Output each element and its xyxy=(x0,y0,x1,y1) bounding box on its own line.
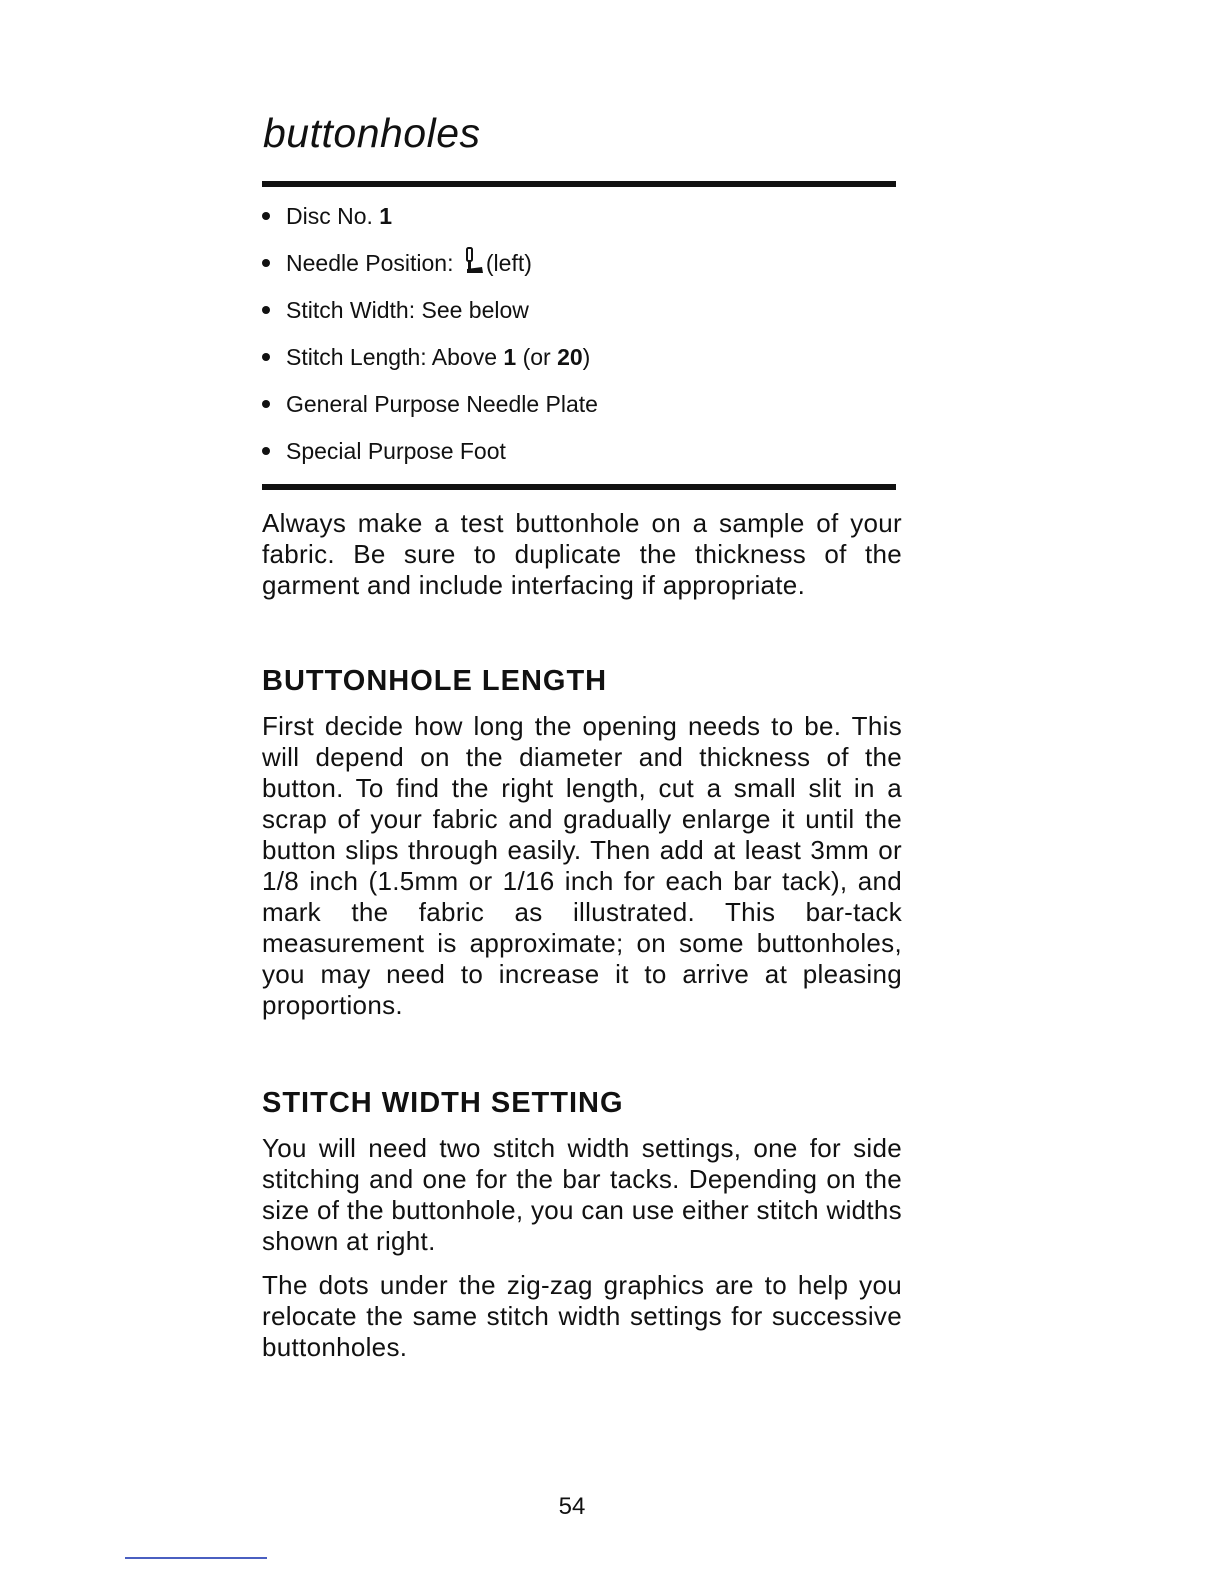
spec-needle-position-label: Needle Position: xyxy=(286,250,460,276)
spec-disc xyxy=(262,200,598,247)
top-divider xyxy=(262,181,896,187)
page-title: buttonholes xyxy=(263,110,481,156)
needle-left-position-icon xyxy=(464,247,484,275)
intro-paragraph: Always make a test buttonhole on a sample of your fabric. Be sure to duplicate the thickness of the garment and include interfacing if appropriate. xyxy=(262,508,902,600)
bullet-icon xyxy=(262,435,286,467)
zigzag-dots-paragraph: The dots under the zig-zag graphics are to help you relocate the same stitch width settings for successive buttonholes. xyxy=(262,1270,902,1362)
spec-needle-plate-label: General Purpose Needle Plate xyxy=(286,391,598,417)
buttonhole-length-paragraph: First decide how long the opening needs to be. This will depend on the diameter and thickness of the button. To find the right length, cut a small slit in a scrap of your fabric and gradually enlarge it until the button slips through easily. Then add at least 3mm or 1/8 inch (1.5mm or 1/16 inch for each bar tack), and mark the fabric as illustrated. This bar-tack measurement is approximate; on some buttonholes, you may need to increase it to arrive at pleasing proportions. xyxy=(262,711,902,1020)
settings-list xyxy=(262,200,598,482)
bullet-icon xyxy=(262,341,286,373)
spec-foot-label: Special Purpose Foot xyxy=(286,438,506,464)
stitch-width-heading: STITCH WIDTH SETTING xyxy=(262,1087,624,1119)
bullet-icon xyxy=(262,200,286,232)
bullet-icon xyxy=(262,247,286,279)
bullet-icon xyxy=(262,388,286,420)
bottom-divider xyxy=(262,484,896,490)
spec-stitch-width xyxy=(262,294,598,341)
bullet-icon xyxy=(262,294,286,326)
spec-stitch-length-middle: (or xyxy=(516,344,558,370)
spec-foot xyxy=(262,435,598,482)
page-number: 54 xyxy=(558,1493,586,1520)
spec-stitch-length-alt-value: 20 xyxy=(557,344,583,370)
spec-stitch-length-label: Stitch Length: Above xyxy=(286,344,504,370)
buttonhole-length-heading: BUTTONHOLE LENGTH xyxy=(262,665,608,697)
spec-stitch-length xyxy=(262,341,598,388)
spec-disc-label: Disc No. xyxy=(286,203,380,229)
spec-needle-position-suffix: (left) xyxy=(485,250,532,276)
spec-needle-position xyxy=(262,247,598,294)
stitch-width-paragraph: You will need two stitch width settings, one for side stitching and one for the bar tacks. Depending on the size of the buttonhole, you can use either stitch widths shown at right. xyxy=(262,1133,902,1256)
scan-edge-line xyxy=(125,1557,267,1559)
spec-stitch-length-value: 1 xyxy=(503,344,517,370)
spec-stitch-width-label: Stitch Width: See below xyxy=(286,297,529,323)
spec-needle-plate xyxy=(262,388,598,435)
spec-stitch-length-end: ) xyxy=(582,344,591,370)
spec-disc-value: 1 xyxy=(379,203,393,229)
